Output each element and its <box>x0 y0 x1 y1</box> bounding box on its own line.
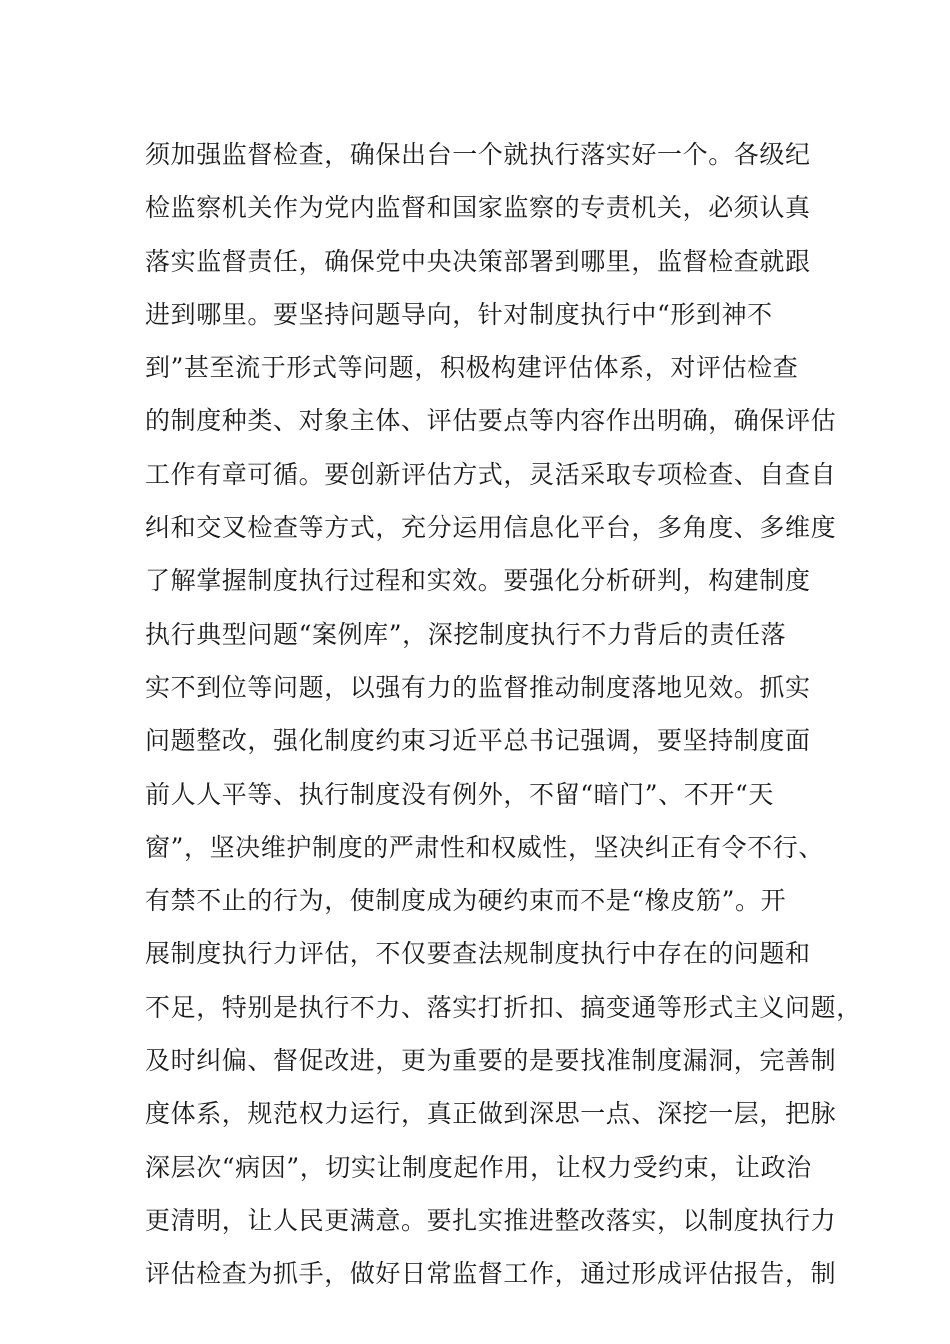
text-line: 须加强监督检查，确保出台一个就执行落实好一个。各级纪 <box>145 140 811 169</box>
text-line: 不足，特别是执行不力、落实打折扣、搞变通等形式主义问题， <box>145 992 862 1022</box>
text-line: 展制度执行力评估，不仅要查法规制度执行中存在的问题和 <box>145 939 811 969</box>
text-line: 了解掌握制度执行过程和实效。要强化分析研判，构建制度 <box>145 566 811 596</box>
text-line: 执行典型问题“案例库”，深挖制度执行不力背后的责任落 <box>145 619 787 649</box>
text-line: 深层次“病因”，切实让制度起作用，让权力受约束，让政治 <box>145 1152 812 1182</box>
text-line: 的制度种类、对象主体、评估要点等内容作出明确，确保评估 <box>145 406 837 436</box>
text-line: 度体系，规范权力运行，真正做到深思一点、深挖一层，把脉 <box>145 1099 837 1129</box>
text-line: 检监察机关作为党内监督和国家监察的专责机关，必须认真 <box>145 193 811 223</box>
text-line: 进到哪里。要坚持问题导向，针对制度执行中“形到神不 <box>145 299 773 329</box>
text-line: 工作有章可循。要创新评估方式，灵活采取专项检查、自查自 <box>145 459 837 489</box>
text-line: 实不到位等问题，以强有力的监督推动制度落地见效。抓实 <box>145 672 811 702</box>
text-line: 窗”，坚决维护制度的严肃性和权威性，坚决纠正有令不行、 <box>145 832 824 862</box>
text-line: 纠和交叉检查等方式，充分运用信息化平台，多角度、多维度 <box>145 513 837 543</box>
text-line: 有禁不止的行为，使制度成为硬约束而不是“橡皮筋”。开 <box>145 886 787 916</box>
body-text <box>145 128 862 1301</box>
text-line: 评估检查为抓手，做好日常监督工作，通过形成评估报告，制 <box>145 1259 837 1289</box>
text-line: 到”甚至流于形式等问题，积极构建评估体系，对评估检查 <box>145 353 799 383</box>
text-line: 更清明，让人民更满意。要扎实推进整改落实，以制度执行力 <box>145 1205 837 1235</box>
text-line: 问题整改，强化制度约束习近平总书记强调，要坚持制度面 <box>145 726 811 756</box>
text-line: 前人人平等、执行制度没有例外，不留“暗门”、不开“天 <box>145 779 774 809</box>
text-line: 落实监督责任，确保党中央决策部署到哪里，监督检查就跟 <box>145 246 811 276</box>
text-line: 及时纠偏、督促改进，更为重要的是要找准制度漏洞，完善制 <box>145 1046 837 1076</box>
